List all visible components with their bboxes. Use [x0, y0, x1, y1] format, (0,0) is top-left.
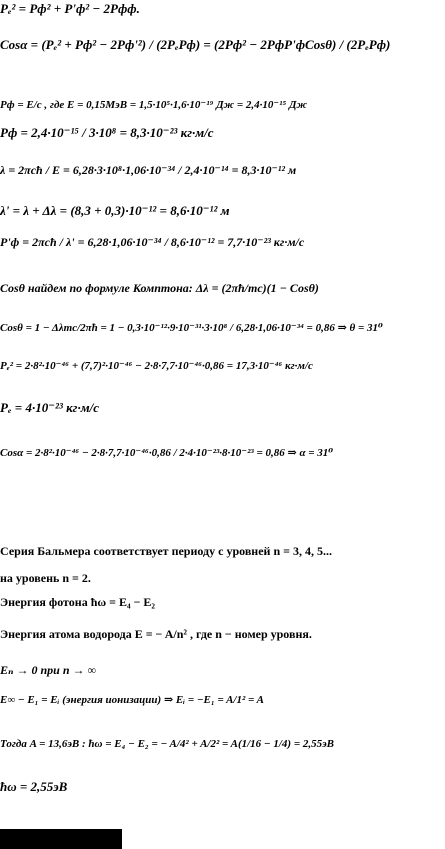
equation-momentum-balance: Pₑ² = Pф² + P'ф² − 2Pфф.: [0, 1, 140, 16]
equation-electron-momentum: Pₑ = 4·10⁻²³ кг·м/с: [0, 400, 100, 415]
equation-cos-alpha-result: Cosα = 2·8²·10⁻⁴⁶ − 2·8·7,7·10⁻⁴⁶·0,86 / 2·4·10⁻²³·8·10⁻²³ = 0,86 ⇒ α = 31⁰: [0, 447, 334, 459]
equation-limit: Eₙ → 0 при n → ∞: [0, 663, 97, 677]
text-balmer-series: Серия Бальмера соответствует периоду с уровней n = 3, 4, 5...: [0, 544, 332, 558]
equation-scattered-momentum: P'ф = 2πcħ / λ' = 6,28·1,06·10⁻³⁴ / 8,6·10⁻¹² = 7,7·10⁻²³ кг·м/с: [0, 235, 305, 249]
text-compton-formula: Cosθ найдем по формуле Комптона: Δλ = (2πħ/mc)(1 − Cosθ): [0, 281, 319, 295]
black-bar: [0, 829, 122, 849]
equation-wavelength: λ = 2πcħ / E = 6,28·3·10⁸·1,06·10⁻³⁴ / 2,4·10⁻¹⁴ = 8,3·10⁻¹² м: [0, 163, 297, 177]
text-target-level: на уровень n = 2.: [0, 571, 91, 585]
equation-cos-theta: Cosθ = 1 − Δλmc/2πħ = 1 − 0,3·10⁻¹²·9·10⁻³¹·3·10⁸ / 6,28·1,06·10⁻³⁴ = 0,86 ⇒ θ = 31⁰: [0, 322, 383, 334]
equation-ionization: E∞ − E₁ = Eᵢ (энергия ионизации) ⇒ Eᵢ = −E₁ = A/1² = A: [0, 694, 264, 706]
text-hydrogen-energy: Энергия атома водорода E = − A/n² , где n − номер уровня.: [0, 627, 312, 641]
equation-electron-momentum-squared: Pₑ² = 2·8²·10⁻⁴⁶ + (7,7)²·10⁻⁴⁶ − 2·8·7,7·10⁻⁴⁶·0,86 = 17,3·10⁻⁴⁶ кг·м/с: [0, 360, 313, 372]
equation-balmer-result: Тогда A = 13,6эВ : ħω = E₄ − E₂ = − A/4² + A/2² = A(1/16 − 1/4) = 2,55эВ: [0, 738, 334, 750]
text-photon-energy: Энергия фотона ħω = E₄ − E₂: [0, 595, 156, 609]
equation-wavelength-shift: λ' = λ + Δλ = (8,3 + 0,3)·10⁻¹² = 8,6·10⁻¹² м: [0, 203, 230, 218]
equation-final-energy: ħω = 2,55эВ: [0, 779, 68, 794]
equation-photon-momentum-def: Pф = E/c , где E = 0,15МэВ = 1,5·10⁵·1,6·10⁻¹⁹ Дж = 2,4·10⁻¹⁵ Дж: [0, 99, 308, 111]
equation-cos-alpha: Cosα = (Pₑ² + Pф² − 2Pф'²) / (2PₑPф) = (2Pф² − 2PфP'фCosθ) / (2PₑPф): [0, 37, 391, 52]
equation-photon-momentum-value: Pф = 2,4·10⁻¹⁵ / 3·10⁸ = 8,3·10⁻²³ кг·м/с: [0, 125, 214, 140]
